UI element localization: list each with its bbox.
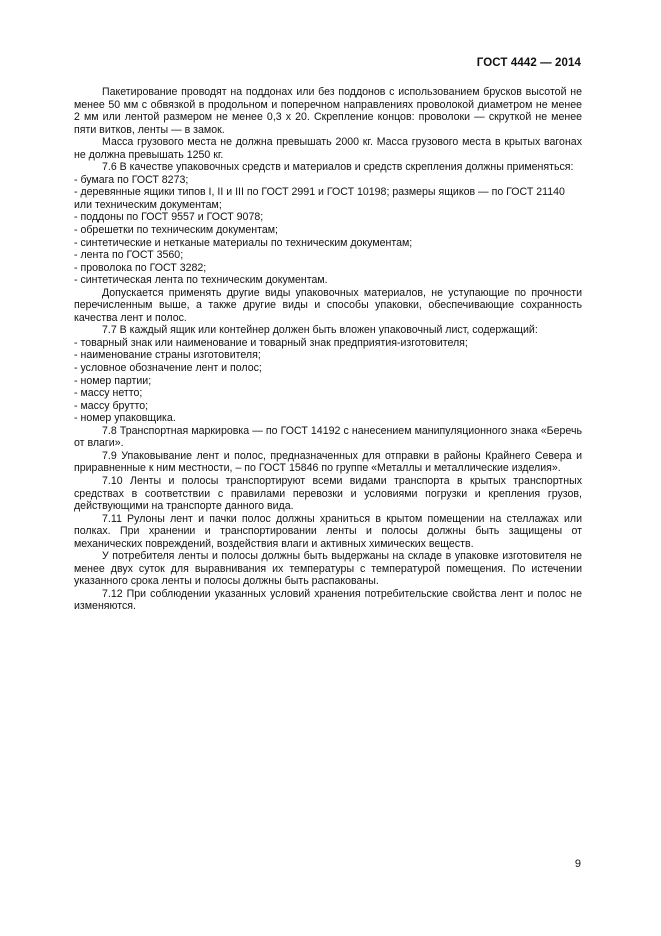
- page-number: 9: [574, 858, 581, 870]
- packing-list-contents: [74, 337, 582, 425]
- paragraph-7-8: 7.8 Транспортная маркировка — по ГОСТ 14192 с нанесением манипуляционного знака «Беречь от влаги».: [74, 424, 582, 450]
- list-item: - поддоны по ГОСТ 9557 и ГОСТ 9078;: [74, 211, 264, 224]
- list-item: - условное обозначение лент и полос;: [74, 362, 262, 375]
- list-item: - товарный знак или наименование и товарный знак предприятия-изготовителя;: [74, 336, 468, 349]
- paragraph-7-6: 7.6 В качестве упаковочных средств и материалов и средств скрепления должны применяться:: [102, 161, 574, 174]
- paragraph-7-11: 7.11 Рулоны лент и пачки полос должны храниться в крытом помещении на стеллажах или полках. При хранении и транспортировании ленты и полосы должны быть защищены от механических повреждений, воздействия влаги и активных химических веществ.: [74, 512, 582, 550]
- document-body: [74, 86, 582, 613]
- paragraph-consumer-storage: У потребителя ленты и полосы должны быть выдержаны на складе в упаковке изготовителя не менее двух суток для выравнивания их температуры с температурой помещения. По истечении указанного срока ленты и полосы должны быть распакованы.: [74, 550, 582, 588]
- list-item: - массу нетто;: [74, 387, 143, 400]
- list-item: - массу брутто;: [74, 399, 149, 412]
- list-item: - номер упаковщика.: [74, 412, 176, 425]
- paragraph-7-9: 7.9 Упаковывание лент и полос, предназначенных для отправки в районы Крайнего Севера и приравненные к ним местности, – по ГОСТ 15846 по группе «Металлы и металлические изделия».: [74, 449, 582, 475]
- paragraph-7-12: 7.12 При соблюдении указанных условий хранения потребительские свойства лент и полос не изменяются.: [74, 587, 582, 613]
- standard-header: ГОСТ 4442 — 2014: [476, 57, 581, 69]
- paragraph-7-10: 7.10 Ленты и полосы транспортируют всеми видами транспорта в крытых транспортных средствах в соответствии с правилами перевозки и условиями погрузки и крепления грузов, действующими на транспорте данного вида.: [74, 474, 582, 513]
- paragraph-cargo-mass: Масса грузового места не должна превышать 2000 кг. Масса грузового места в крытых вагонах не должна превышать 1250 кг.: [74, 136, 582, 161]
- list-item: - обрешетки по техническим документам;: [74, 224, 278, 237]
- list-item: - деревянные ящики типов I, II и III по ГОСТ 2991 и ГОСТ 10198; размеры ящиков — по ГОСТ 21140 или техническим документам;: [74, 186, 565, 211]
- list-item: - проволока по ГОСТ 3282;: [74, 261, 207, 274]
- packaging-materials-list: [74, 174, 582, 287]
- paragraph-7-7: 7.7 В каждый ящик или контейнер должен быть вложен упаковочный лист, содержащий:: [102, 324, 538, 337]
- list-item: - номер партии;: [74, 374, 152, 387]
- list-item: - синтетическая лента по техническим документам.: [74, 274, 328, 287]
- list-item: - синтетические и нетканые материалы по техническим документам;: [74, 236, 413, 249]
- paragraph-packaging: Пакетирование проводят на поддонах или без поддонов с использованием брусков высотой не менее 50 мм с обвязкой в продольном и поперечном направлениях проволокой диаметром не менее 2 мм или лентой размером не менее 0,3 х 20. Скрепление концов: проволоки — скруткой не менее пяти витков, ленты — в замок.: [74, 86, 582, 136]
- paragraph-other-materials: Допускается применять другие виды упаковочных материалов, не уступающие по прочности перечисленным выше, а также другие виды и способы упаковки, обеспечивающие сохранность качества лент и полос.: [74, 286, 582, 324]
- list-item: - бумага по ГОСТ 8273;: [74, 173, 189, 186]
- list-item: - наименование страны изготовителя;: [74, 349, 261, 362]
- list-item: - лента по ГОСТ 3560;: [74, 249, 184, 262]
